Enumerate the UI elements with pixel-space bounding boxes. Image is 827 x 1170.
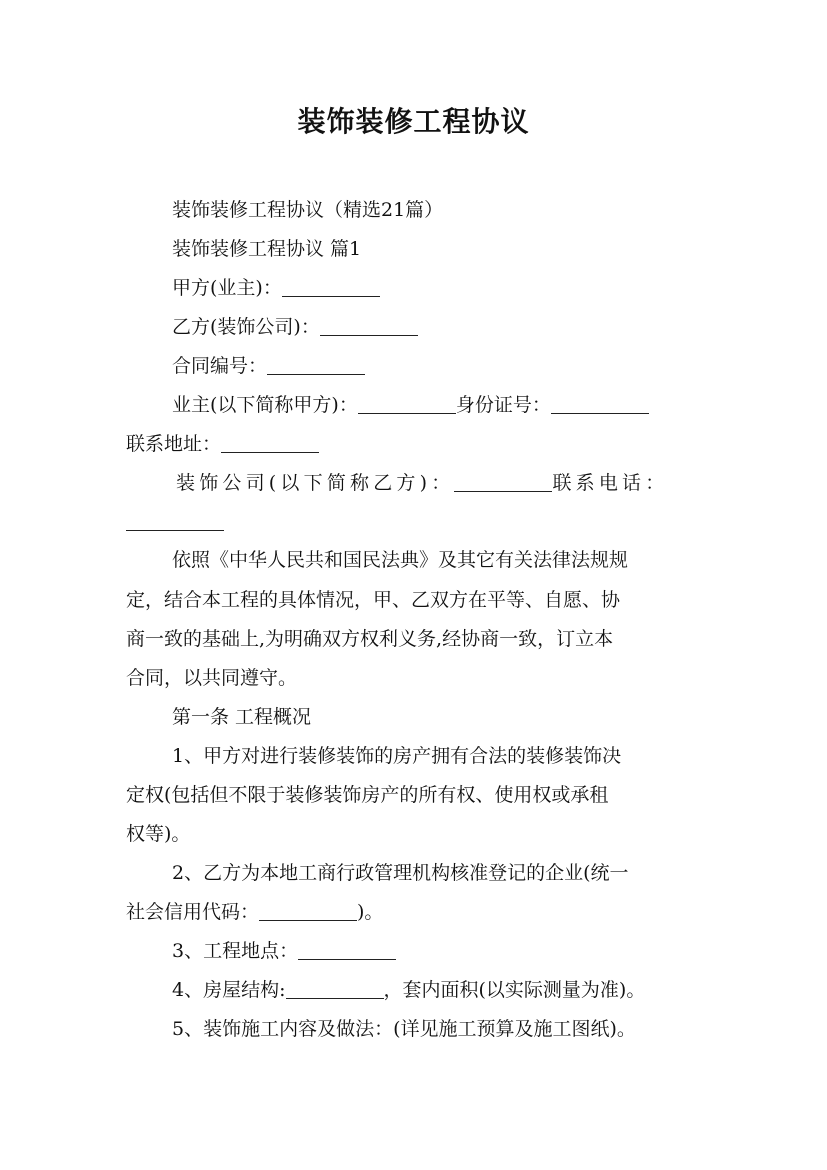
article-1-heading: 第一条 工程概况: [172, 706, 312, 728]
subtitle: 装饰装修工程协议（精选21篇）: [172, 199, 444, 221]
party-a-blank: [282, 278, 380, 297]
item-1-line-3: 权等)。: [126, 823, 191, 845]
address-label: 联系地址：: [126, 433, 222, 455]
credit-code-close: )。: [357, 901, 384, 923]
structure-label: 4、房屋结构:: [172, 979, 286, 1001]
company-line: [176, 471, 668, 495]
company-blank: [454, 473, 552, 492]
phone-blank: [126, 512, 224, 531]
item-3-line: [172, 939, 396, 963]
site-label: 3、工程地点：: [172, 940, 299, 962]
item-1-line-1: 1、甲方对进行装修装饰的房产拥有合法的装修装饰决: [172, 745, 622, 767]
intro-line-2: 定，结合本工程的具体情况，甲、乙双方在平等、自愿、协: [126, 589, 621, 611]
address-blank: [221, 434, 319, 453]
party-a-line: [172, 276, 380, 300]
company-label: 装饰公司(以下简称乙方)：: [176, 472, 455, 494]
owner-blank: [358, 395, 456, 414]
party-b-line: [172, 315, 418, 339]
intro-line-1: 依照《中华人民共和国民法典》及其它有关法律法规规: [172, 549, 629, 571]
site-blank: [298, 941, 396, 960]
party-b-label: 乙方(装饰公司)：: [172, 316, 320, 338]
phone-label: 联系电话：: [552, 472, 669, 494]
item-5-line: 5、装饰施工内容及做法：(详见施工预算及施工图纸)。: [172, 1018, 636, 1040]
id-no-label: 身份证号：: [455, 394, 551, 416]
owner-label: 业主(以下简称甲方)：: [172, 394, 358, 416]
section-heading: 装饰装修工程协议 篇1: [172, 238, 362, 260]
intro-line-3: 商一致的基础上,为明确双方权利义务,经协商一致，订立本: [126, 628, 614, 650]
owner-line: [172, 393, 649, 417]
credit-code-blank: [259, 902, 357, 921]
intro-line-4: 合同，以共同遵守。: [126, 667, 298, 689]
item-4-line: [172, 978, 645, 1002]
area-text: ，套内面积(以实际测量为准)。: [383, 979, 646, 1001]
contract-no-line: [172, 354, 365, 378]
address-line: [126, 432, 319, 456]
item-1-line-2: 定权(包括但不限于装修装饰房产的所有权、使用权或承租: [126, 784, 609, 806]
id-no-blank: [551, 395, 649, 414]
party-a-label: 甲方(业主)：: [172, 277, 282, 299]
credit-code-label: 社会信用代码：: [126, 901, 260, 923]
party-b-blank: [320, 317, 418, 336]
contract-no-blank: [267, 356, 365, 375]
structure-blank: [286, 980, 384, 999]
phone-blank-line: [126, 510, 224, 534]
item-2-line-2: [126, 900, 383, 924]
contract-no-label: 合同编号：: [172, 355, 268, 377]
document-title: 装饰装修工程协议: [297, 105, 530, 138]
item-2-line-1: 2、乙方为本地工商行政管理机构核准登记的企业(统一: [172, 862, 629, 884]
